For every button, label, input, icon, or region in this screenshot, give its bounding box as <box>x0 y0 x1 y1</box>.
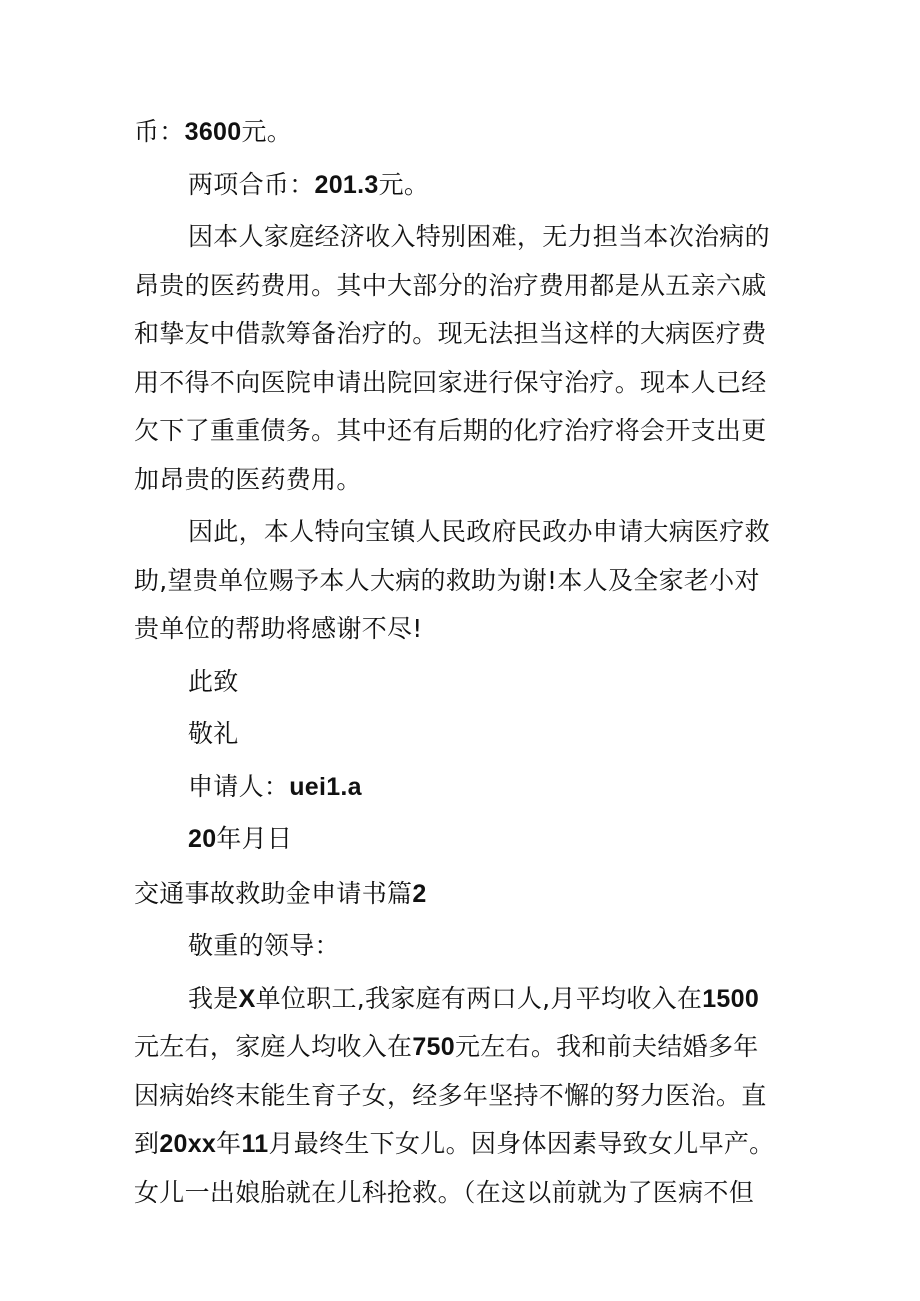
paragraph-line <box>134 359 794 408</box>
text: 敬礼 <box>188 719 239 748</box>
text: 两项合币： <box>188 169 315 199</box>
closing-line <box>134 710 794 759</box>
text: 单位职工,我家庭有两口人,月平均收入在 <box>255 983 703 1013</box>
amount: 3600 <box>184 118 242 146</box>
paragraph-line <box>134 213 794 262</box>
paragraph-line <box>134 1023 794 1072</box>
month: 11 <box>241 1130 269 1158</box>
applicant-name: uei1.a <box>289 772 362 801</box>
heading-number: 2 <box>412 879 427 908</box>
paragraph-line <box>134 1169 794 1218</box>
year: 20 <box>188 825 217 853</box>
text: 因本人家庭经济收入特别困难，无力担当本次治病的 <box>188 222 770 251</box>
text: 昂贵的医药费用。其中大部分的治疗费用都是从五亲六戚 <box>134 270 767 300</box>
text: 元左右，家庭人均收入在 <box>134 1032 413 1061</box>
applicant-line <box>134 763 794 812</box>
paragraph-line <box>134 605 794 654</box>
text-line <box>134 161 794 210</box>
text: 助,望贵单位赐予本人大病的救助为谢!本人及全家老小对 <box>134 565 760 595</box>
text: 此致 <box>188 666 239 696</box>
applicant-label: 申请人： <box>188 771 290 801</box>
salutation <box>134 922 794 971</box>
paragraph-line <box>134 262 794 311</box>
paragraph-line <box>134 456 794 505</box>
paragraph-line <box>134 1072 794 1121</box>
text: 币： <box>134 117 185 146</box>
text-line <box>134 108 794 157</box>
text: X <box>238 984 256 1013</box>
text: 女儿一出娘胎就在儿科抢救。（在这以前就为了医病不但 <box>134 1177 755 1207</box>
text: 我是 <box>188 983 239 1013</box>
paragraph-line <box>134 1120 794 1169</box>
text: 元。 <box>378 169 430 199</box>
year: 20xx <box>159 1130 217 1158</box>
paragraph-line <box>134 407 794 456</box>
text: 加昂贵的医药费用。 <box>134 464 362 494</box>
text: 年 <box>216 1129 242 1158</box>
text: 用不得不向医院申请出院回家进行保守治疗。现本人已经 <box>134 367 767 397</box>
amount: 750 <box>412 1033 455 1061</box>
text: 敬重的领导： <box>188 931 340 960</box>
paragraph-line <box>134 557 794 606</box>
text: 元左右。我和前夫结婚多年 <box>454 1032 759 1061</box>
amount: 1500 <box>702 984 760 1013</box>
amount: 201.3 <box>314 170 379 199</box>
heading-text: 交通事故救助金申请书篇 <box>134 878 413 908</box>
text: 因此，本人特向宝镇人民政府民政办申请大病医疗救 <box>188 517 770 546</box>
paragraph-line <box>134 975 794 1024</box>
text: 欠下了重重债务。其中还有后期的化疗治疗将会开支出更 <box>134 416 767 445</box>
text: 年月日 <box>216 824 293 853</box>
document-body <box>134 108 794 1217</box>
text: 贵单位的帮助将感谢不尽! <box>134 614 423 643</box>
text: 因病始终末能生育子女，经多年坚持不懈的努力医治。直 <box>134 1080 767 1110</box>
paragraph-line <box>134 310 794 359</box>
section-heading <box>134 870 794 919</box>
closing-line <box>134 658 794 707</box>
text: 到 <box>134 1129 160 1158</box>
text: 和挚友中借款筹备治疗的。现无法担当这样的大病医疗费 <box>134 319 767 348</box>
paragraph-line <box>134 508 794 557</box>
text: 元。 <box>241 117 293 146</box>
date-line <box>134 815 794 864</box>
text: 月最终生下女儿。因身体因素导致女儿早产。 <box>268 1129 775 1158</box>
